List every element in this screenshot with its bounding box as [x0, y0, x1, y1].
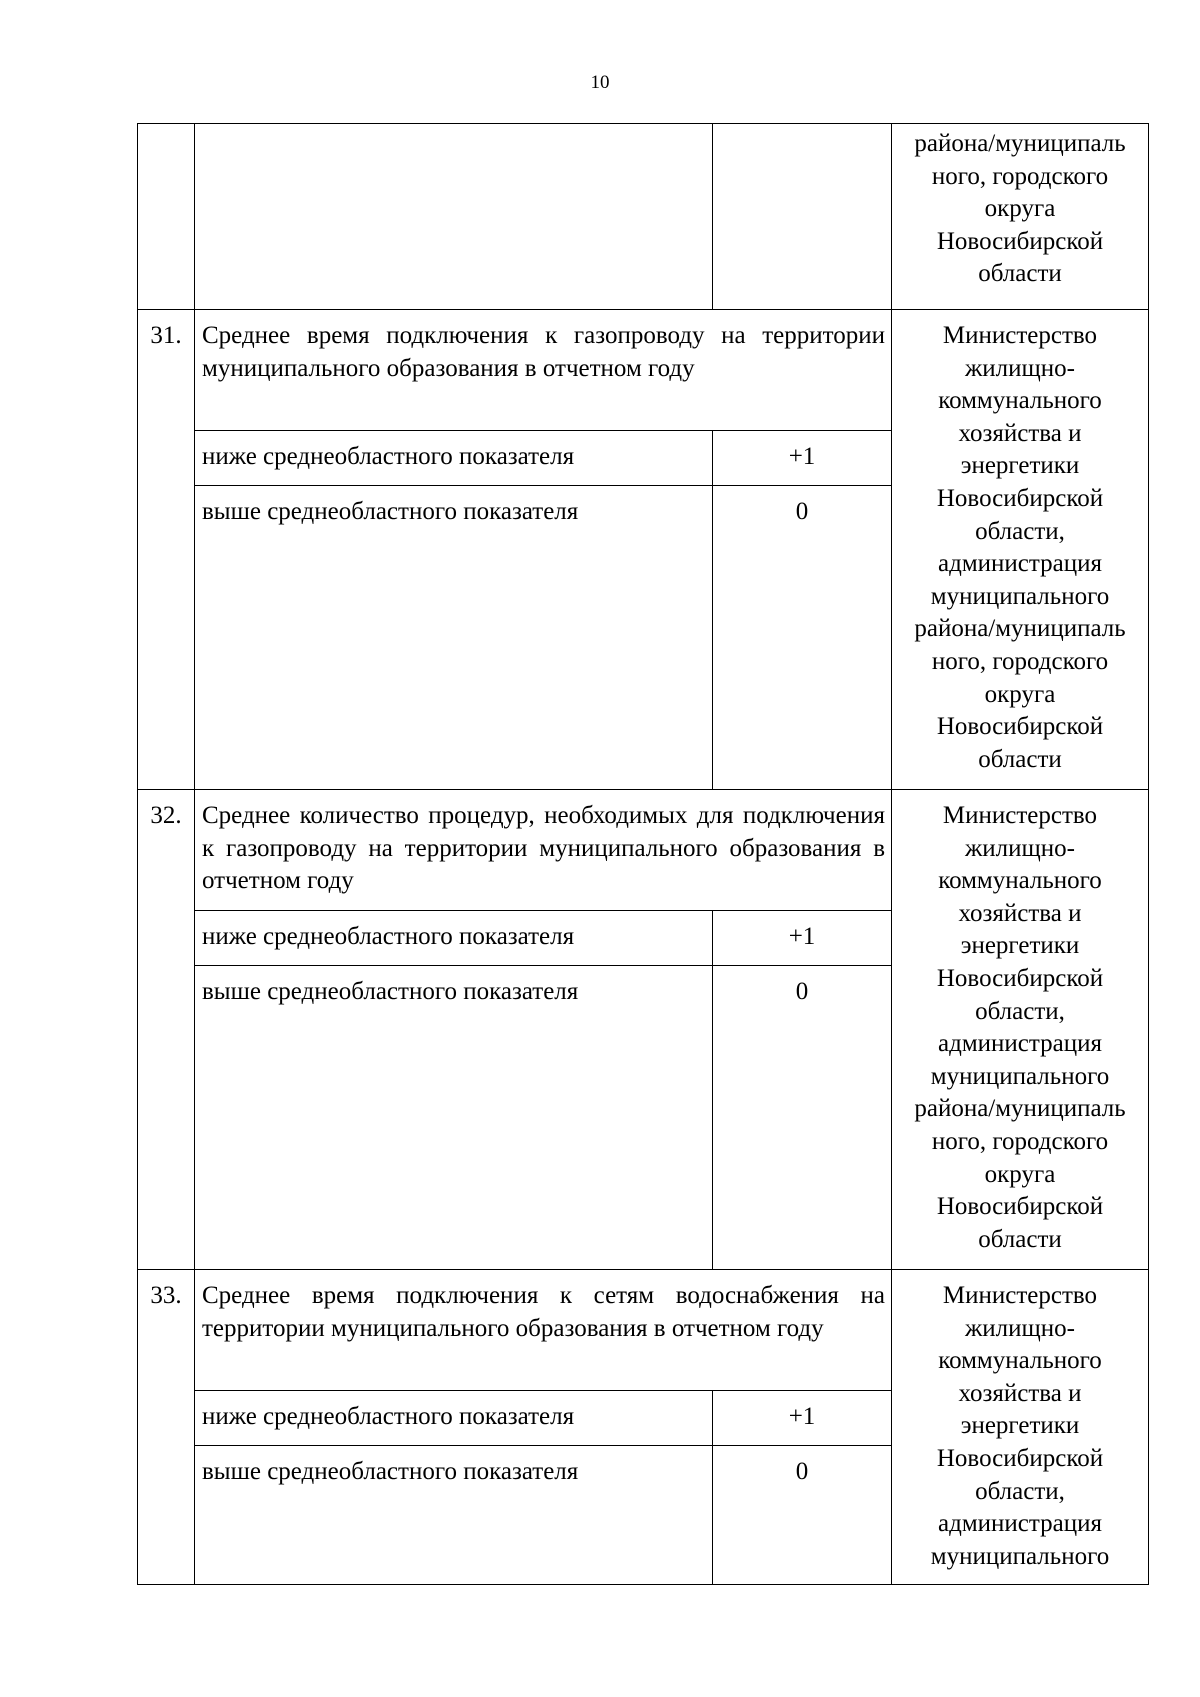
- responsible-cell: [892, 310, 1149, 790]
- score-cell: [713, 124, 892, 310]
- responsible-line: жилищно-: [965, 354, 1075, 382]
- responsible-line: муниципального: [930, 1542, 1110, 1570]
- page-number: 10: [590, 72, 610, 93]
- indicator-description: Среднее количество процедур, необходимых для подключения к газопроводу на территории муниципального образования в отчетном году: [195, 790, 892, 911]
- table-row: [138, 790, 1149, 911]
- table-row: [138, 1270, 1149, 1391]
- responsible-cell: [892, 1270, 1149, 1585]
- option-label: ниже среднеобластного показателя: [195, 431, 713, 486]
- description-cell: [195, 124, 713, 310]
- responsible-line: администрация: [938, 550, 1102, 578]
- option-label: выше среднеобластного показателя: [195, 1446, 713, 1585]
- responsible-line: области: [978, 1225, 1062, 1253]
- option-score: 0: [713, 1446, 892, 1585]
- option-score: 0: [713, 966, 892, 1270]
- row-number: 33.: [138, 1270, 195, 1585]
- indicator-description: Среднее время подключения к газопроводу на территории муниципального образования в отчетном году: [195, 310, 892, 431]
- option-score: 0: [713, 486, 892, 790]
- option-score: +1: [713, 911, 892, 966]
- responsible-line: Министерство: [942, 1282, 1098, 1309]
- number-cell: [138, 124, 195, 310]
- responsible-line: Новосибирской: [936, 713, 1104, 741]
- option-score: +1: [713, 431, 892, 486]
- responsible-line: района/муниципаль: [914, 130, 1126, 157]
- responsible-line: Министерство: [942, 802, 1098, 829]
- responsible-line: муниципального: [930, 582, 1110, 610]
- row-number: 32.: [138, 790, 195, 1270]
- responsible-line: муниципального: [930, 1062, 1110, 1090]
- responsible-line: округа: [984, 1160, 1056, 1188]
- table-row: [138, 310, 1149, 431]
- responsible-line: жилищно-: [965, 834, 1075, 862]
- responsible-line: жилищно-: [965, 1314, 1075, 1342]
- responsible-line: округа: [984, 680, 1056, 708]
- option-label: ниже среднеобластного показателя: [195, 911, 713, 966]
- responsible-line: коммунального: [938, 387, 1102, 415]
- responsible-line: ного, городского: [931, 647, 1109, 675]
- responsible-line: Новосибирской: [936, 227, 1104, 255]
- option-label: выше среднеобластного показателя: [195, 966, 713, 1270]
- indicators-table: [137, 123, 1149, 1585]
- responsible-line: области,: [975, 997, 1065, 1025]
- responsible-line: хозяйства и: [958, 1379, 1082, 1407]
- responsible-line: коммунального: [938, 867, 1102, 895]
- responsible-line: ного, городского: [931, 1127, 1109, 1155]
- responsible-line: района/муниципаль: [914, 1095, 1126, 1123]
- responsible-line: коммунального: [938, 1347, 1102, 1375]
- responsible-line: хозяйства и: [958, 419, 1082, 447]
- option-label: ниже среднеобластного показателя: [195, 1391, 713, 1446]
- responsible-line: Новосибирской: [936, 1444, 1104, 1472]
- table-row-continuation: [138, 124, 1149, 310]
- indicator-description: Среднее время подключения к сетям водоснабжения на территории муниципального образования в отчетном году: [195, 1270, 892, 1391]
- responsible-line: округа: [984, 195, 1056, 223]
- responsible-line: хозяйства и: [958, 899, 1082, 927]
- responsible-line: области: [978, 745, 1062, 773]
- responsible-cell: [892, 124, 1149, 310]
- responsible-line: района/муниципаль: [914, 615, 1126, 643]
- responsible-line: ного, городского: [931, 162, 1109, 190]
- responsible-line: администрация: [938, 1030, 1102, 1058]
- responsible-line: энергетики: [960, 932, 1080, 960]
- responsible-line: области: [978, 260, 1062, 288]
- responsible-line: администрация: [938, 1510, 1102, 1538]
- responsible-line: Новосибирской: [936, 1193, 1104, 1221]
- option-label: выше среднеобластного показателя: [195, 486, 713, 790]
- row-number: 31.: [138, 310, 195, 790]
- responsible-line: Новосибирской: [936, 484, 1104, 512]
- responsible-line: Новосибирской: [936, 964, 1104, 992]
- responsible-line: области,: [975, 1477, 1065, 1505]
- responsible-line: энергетики: [960, 452, 1080, 480]
- responsible-line: области,: [975, 517, 1065, 545]
- responsible-cell: [892, 790, 1149, 1270]
- option-score: +1: [713, 1391, 892, 1446]
- responsible-line: Министерство: [942, 322, 1098, 349]
- responsible-line: энергетики: [960, 1412, 1080, 1440]
